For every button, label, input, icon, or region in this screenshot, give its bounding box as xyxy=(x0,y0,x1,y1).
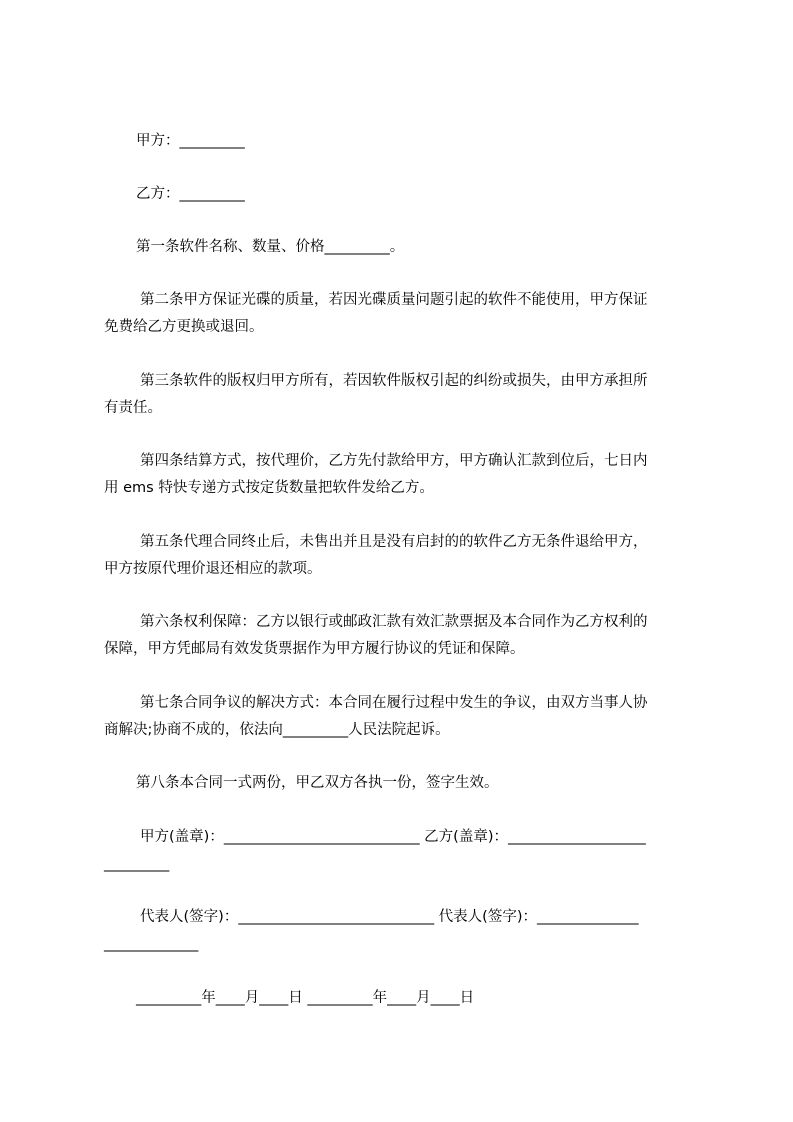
seal-line-1: 甲方(盖章)：___________________________ 乙方(盖章)：___________________ xyxy=(140,829,646,845)
article-6-line-1: 第六条权利保障：乙方以银行或邮政汇款有效汇款票据及本合同作为乙方权利的 xyxy=(140,614,648,630)
article-5-line-1: 第五条代理合同终止后，未售出并且是没有启封的的软件乙方无条件退给甲方， xyxy=(140,534,648,550)
representative-line-1: 代表人(签字)：___________________________ 代表人(签字)：______________ xyxy=(140,909,639,925)
article-7-line-2: 商解决;协商不成的，依法向_________人民法院起诉。 xyxy=(104,722,450,738)
date-line: _________年____月____日 _________年____月____日 xyxy=(136,990,475,1006)
article-8: 第八条本合同一式两份，甲乙双方各执一份，签字生效。 xyxy=(136,775,499,791)
article-2-line-2: 免费给乙方更换或退回。 xyxy=(104,319,264,335)
seal-line-2: _________ xyxy=(104,856,170,872)
article-4-line-1: 第四条结算方式，按代理价，乙方先付款给甲方，甲方确认汇款到位后，七日内 xyxy=(140,453,648,469)
article-5-line-2: 甲方按原代理价退还相应的款项。 xyxy=(104,561,322,577)
representative-line-2: _____________ xyxy=(104,936,199,952)
article-7-line-1: 第七条合同争议的解决方式：本合同在履行过程中发生的争议，由双方当事人协 xyxy=(140,695,648,711)
party-b-line: 乙方：_________ xyxy=(136,186,245,202)
article-4-line-2: 用 ems 特快专递方式按定货数量把软件发给乙方。 xyxy=(104,480,434,496)
article-6-line-2: 保障，甲方凭邮局有效发货票据作为甲方履行协议的凭证和保障。 xyxy=(104,641,525,657)
article-2-line-1: 第二条甲方保证光碟的质量，若因光碟质量问题引起的软件不能使用，甲方保证 xyxy=(140,292,648,308)
article-1: 第一条软件名称、数量、价格_________。 xyxy=(136,239,405,255)
article-3-line-1: 第三条软件的版权归甲方所有，若因软件版权引起的纠纷或损失，由甲方承担所 xyxy=(140,373,648,389)
party-a-line: 甲方：_________ xyxy=(136,133,245,149)
article-3-line-2: 有责任。 xyxy=(104,400,162,416)
